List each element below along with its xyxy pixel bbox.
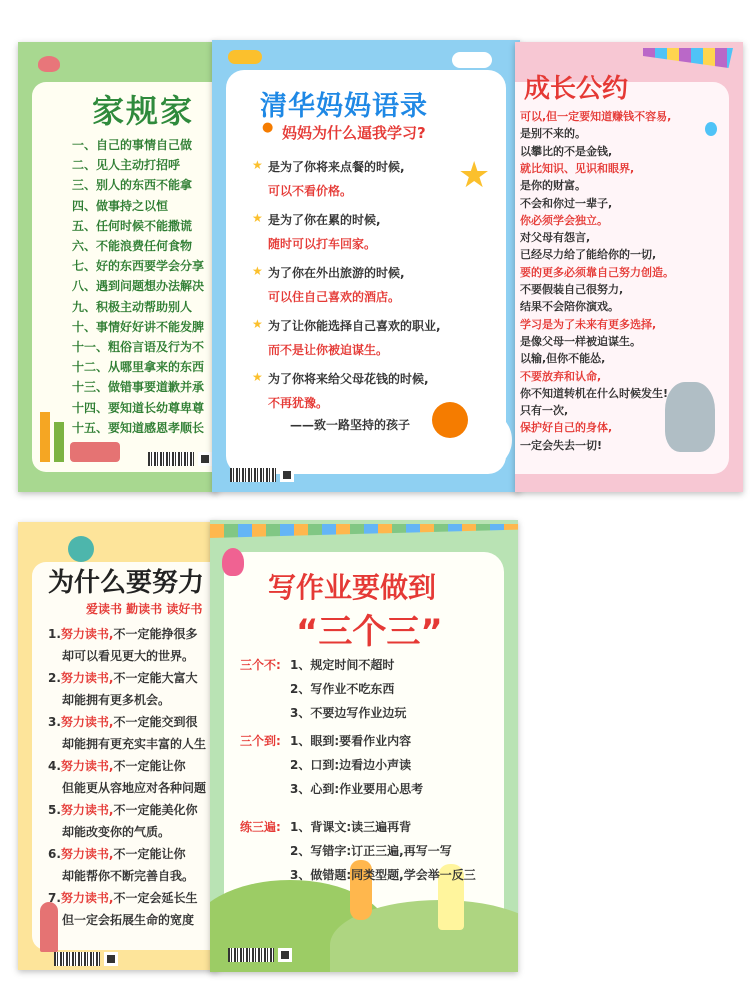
pact-line: 只有一次, <box>520 404 569 418</box>
reason-item <box>48 625 218 642</box>
item-lead: 努力读书, <box>60 759 114 773</box>
poster2-signature: ——致一路坚持的孩子 <box>290 418 411 432</box>
item-number: 6. <box>48 847 61 861</box>
hot-air-balloon-icon <box>222 548 244 576</box>
item-text: 不一定会延长生 <box>113 891 198 905</box>
poster5-title: 写作业要做到 <box>268 571 437 604</box>
pact-line: 保护好自己的身体, <box>520 421 613 435</box>
reason-detail: 却能拥有更充实丰富的人生 <box>62 737 207 751</box>
reason-result: 而不是让你被迫谋生。 <box>268 343 389 357</box>
qr-code-icon <box>104 952 118 966</box>
reason-item <box>48 801 218 818</box>
reason-line: 是为了你将来点餐的时候, <box>268 160 405 174</box>
item-number: 2. <box>48 671 61 685</box>
item-number: 5. <box>48 803 61 817</box>
section-item: 1、规定时间不超时 <box>290 658 395 672</box>
poster2-subtitle: 妈妈为什么逼我学习? <box>282 124 426 142</box>
pact-line: 你不知道转机在什么时候发生! <box>520 386 669 400</box>
rule-item: 一、自己的事情自己做 <box>72 138 193 152</box>
reason-item <box>48 889 218 906</box>
qr-code-icon <box>280 468 294 482</box>
item-text: 不一定能让你 <box>113 759 186 773</box>
star-icon: ★ <box>252 158 263 172</box>
pact-line: 学习是为了未来有更多选择, <box>520 317 657 331</box>
section-item: 1、眼到:要看作业内容 <box>290 734 412 748</box>
poster5-title-emphasis: “三个三” <box>296 612 443 652</box>
reason-detail: 却可以看见更大的世界。 <box>62 649 195 663</box>
reason-item <box>48 669 218 686</box>
item-lead: 努力读书, <box>60 891 114 905</box>
helicopter-icon <box>228 50 262 64</box>
item-number: 3. <box>48 715 61 729</box>
reason-result: 随时可以打车回家。 <box>268 237 377 251</box>
barcode-icon <box>54 952 100 966</box>
rule-item: 八、遇到问题想办法解决 <box>72 279 205 294</box>
pact-line: 结果不会陪你演戏。 <box>520 300 619 314</box>
star-icon: ★ <box>252 211 263 225</box>
pact-line: 可以,但一定要知道赚钱不容易, <box>520 110 672 123</box>
bunting-flags-icon <box>210 524 518 538</box>
pencil-icon <box>40 412 50 462</box>
poster3-title: 成长公约 <box>524 74 629 104</box>
reason-result: 可以不看价格。 <box>268 184 353 198</box>
pact-line: 以攀比的不是金钱, <box>520 144 613 158</box>
rule-item: 十、事情好好讲不能发脾 <box>72 319 205 334</box>
rule-item: 十二、从哪里拿来的东西 <box>72 360 205 375</box>
section-item: 1、背课文:读三遍再背 <box>290 820 412 834</box>
rocket-icon <box>40 902 58 952</box>
pencil-icon <box>54 422 64 462</box>
poster4-title: 为什么要努力 <box>48 568 205 598</box>
poster1-title: 家规家 <box>92 92 195 130</box>
books-icon <box>70 442 120 462</box>
poster2-title: 清华妈妈语录 <box>260 91 428 122</box>
item-lead: 努力读书, <box>60 803 114 817</box>
section-item: 2、写错字:订正三遍,再写一写 <box>290 844 452 858</box>
section-item: 2、口到:边看边小声读 <box>290 758 412 772</box>
item-number: 7. <box>48 891 61 905</box>
rule-item: 十五、要知道感恩孝顺长 <box>72 420 205 435</box>
reason-item <box>48 757 218 774</box>
rule-item: 十三、做错事要道歉并承 <box>72 380 205 395</box>
planet-icon <box>68 536 94 562</box>
star-icon: ★ <box>458 155 491 196</box>
reason-detail: 却能改变你的气质。 <box>62 825 171 839</box>
star-icon: ★ <box>252 317 263 331</box>
section-item: 3、不要边写作业边玩 <box>290 706 407 720</box>
pact-line: 一定会失去一切! <box>520 438 603 452</box>
reason-line: 为了你将来给父母花钱的时候, <box>268 372 429 386</box>
rule-item: 六、不能浪费任何食物 <box>72 239 193 253</box>
star-icon: ★ <box>252 264 263 278</box>
pact-line: 不要放弃和认命, <box>520 369 602 383</box>
item-text: 不一定能美化你 <box>113 803 198 817</box>
rule-item: 二、见人主动打招呼 <box>72 158 181 173</box>
star-icon: ★ <box>252 370 263 384</box>
squirrel-icon: ● <box>262 120 274 135</box>
rule-item: 九、积极主动帮助别人 <box>72 299 193 314</box>
rule-item: 十四、要知道长幼尊卑尊 <box>72 400 205 415</box>
item-number: 4. <box>48 759 61 773</box>
section-item: 2、写作业不吃东西 <box>290 682 395 696</box>
item-lead: 努力读书, <box>60 847 114 861</box>
pact-line: 是别不来的。 <box>520 127 586 141</box>
item-lead: 努力读书, <box>60 671 114 685</box>
item-lead: 努力读书, <box>60 715 114 729</box>
reason-item <box>48 845 218 862</box>
bird-icon <box>38 56 60 72</box>
item-text: 不一定能挣很多 <box>113 627 198 641</box>
barcode-icon <box>228 948 274 962</box>
cloud-icon <box>452 52 492 68</box>
reason-line: 为了你在外出旅游的时候, <box>268 266 405 280</box>
pact-line: 对父母有怨言, <box>520 231 591 245</box>
reason-detail: 却能帮你不断完善自我。 <box>62 869 195 883</box>
item-number: 1. <box>48 627 61 641</box>
qr-code-icon <box>198 452 212 466</box>
pact-line: 你必须学会独立。 <box>520 213 608 227</box>
rule-item: 七、好的东西要学会分享 <box>72 259 205 274</box>
rule-item: 五、任何时候不能撒谎 <box>72 218 193 233</box>
reason-line: 是为了你在累的时候, <box>268 213 381 227</box>
item-text: 不一定能让你 <box>113 847 186 861</box>
reason-detail: 但一定会拓展生命的宽度 <box>62 913 195 927</box>
rule-item: 三、别人的东西不能拿 <box>72 178 193 193</box>
pact-line: 要的更多必须靠自己努力创造。 <box>520 265 674 279</box>
reason-item <box>48 713 218 730</box>
pact-line: 不会和你过一辈子, <box>520 196 613 210</box>
reason-detail: 但能更从容地应对各种问题 <box>62 781 207 795</box>
section-item: 3、做错题:同类型题,学会举一反三 <box>290 868 476 882</box>
qr-code-icon <box>278 948 292 962</box>
pact-line: 不要假装自己很努力, <box>520 283 624 296</box>
pact-line: 是像父母一样被迫谋生。 <box>520 334 641 348</box>
section-heading: 三个到: <box>240 734 281 748</box>
pact-line: 就比知识、见识和眼界, <box>520 161 635 175</box>
rule-item: 四、做事持之以恒 <box>72 198 169 213</box>
item-lead: 努力读书, <box>60 627 114 641</box>
pact-line: 以输,但你不能怂, <box>520 352 606 366</box>
reason-result: 可以住自己喜欢的酒店。 <box>268 290 401 304</box>
item-text: 不一定能交到很 <box>113 715 198 729</box>
reason-detail: 却能拥有更多机会。 <box>62 693 171 707</box>
pact-line: 已经尽力给了能给你的一切, <box>520 248 657 262</box>
section-heading: 三个不: <box>240 658 281 672</box>
section-heading: 练三遍: <box>240 820 281 834</box>
rule-item: 十一、粗俗言语及行为不 <box>72 340 205 354</box>
barcode-icon <box>148 452 194 466</box>
bunting-flags-icon <box>643 48 733 68</box>
reason-line: 为了让你能选择自己喜欢的职业, <box>268 319 441 333</box>
item-text: 不一定能大富大 <box>113 671 198 685</box>
barcode-icon <box>230 468 276 482</box>
pact-line: 是你的财富。 <box>520 179 586 193</box>
reason-result: 不再犹豫。 <box>268 396 329 410</box>
poster4-subtitle: 爱读书 勤读书 读好书 <box>86 602 203 616</box>
section-item: 3、心到:作业要用心思考 <box>290 782 424 796</box>
